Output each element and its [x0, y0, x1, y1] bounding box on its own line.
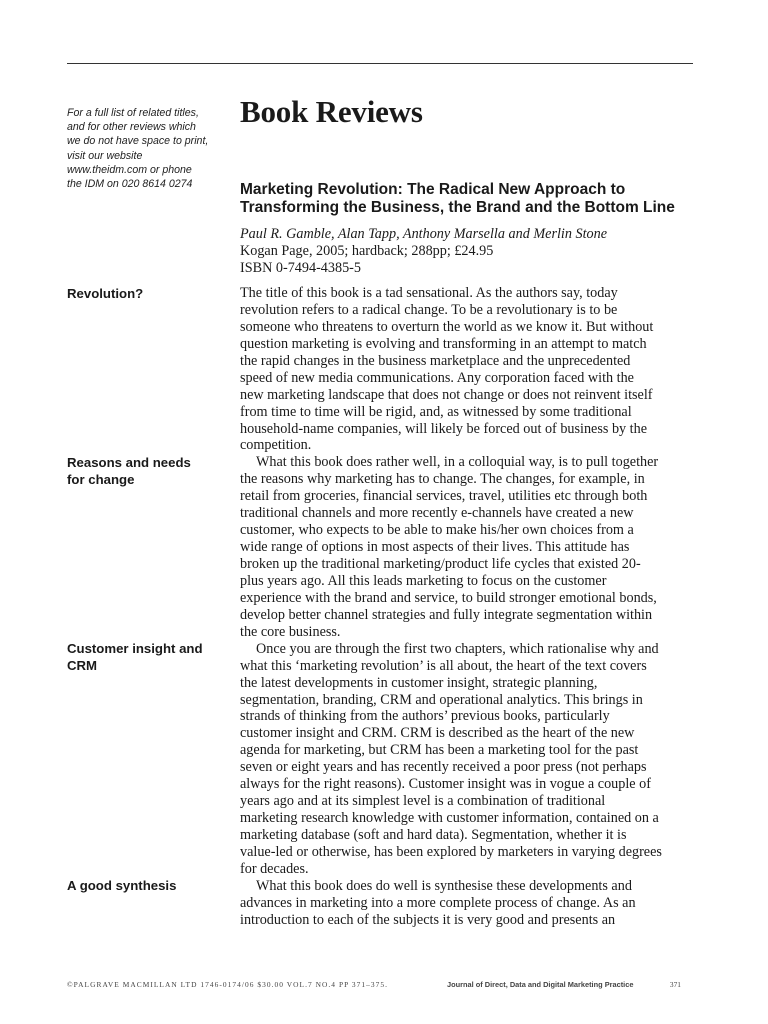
body-line: from time to time will be rigid, and, as witnessed by some traditional	[240, 403, 632, 420]
side-head-line: Revolution?	[67, 286, 144, 301]
body-line: years ago and at its simplest level is a combination of traditional	[240, 793, 606, 810]
body-line: segmentation, branding, CRM and operational analytics. This brings in	[240, 691, 643, 708]
body-line: Once you are through the first two chapters, which rationalise why and	[256, 640, 659, 657]
body-line: customer insight and CRM. CRM is described as the heart of the new	[240, 725, 635, 742]
sidenote	[67, 106, 227, 191]
book-isbn: ISBN 0-7494-4385-5	[240, 260, 361, 276]
sidenote-line: For a full list of related titles,	[67, 107, 199, 119]
sidenote-line: the IDM on 020 8614 0274	[67, 178, 193, 191]
book-title	[240, 181, 700, 217]
body-line: marketing database (soft and hard data). Segmentation, whether it is	[240, 827, 627, 843]
review-body	[240, 285, 700, 929]
body-line: What this book does do well is synthesise these developments and	[256, 877, 632, 894]
footer-copyright: ©PALGRAVE MACMILLAN LTD 1746-0174/06 $30.00 VOL.7 NO.4 PP 371–375.	[67, 980, 389, 989]
top-rule	[67, 63, 693, 64]
body-line: seven or eight years and has recently received a poor press (not perhaps	[240, 759, 647, 776]
body-line: the rapid changes in the business marketplace and the unprecedented	[240, 352, 631, 369]
sidenote-line: and for other reviews which	[67, 121, 196, 134]
body-line: competition.	[240, 437, 312, 454]
book-authors: Paul R. Gamble, Alan Tapp, Anthony Marsella and Merlin Stone	[240, 226, 608, 242]
side-head-line: Customer insight and	[67, 641, 203, 656]
body-line: marketing research knowledge with customer information, contained on a	[240, 810, 659, 827]
sidenote-line: we do not have space to print,	[67, 135, 209, 148]
footer-page-number: 371	[669, 980, 681, 989]
body-line: introduction to each of the subjects it is very good and presents an	[240, 911, 616, 928]
side-head-line: Reasons and needs	[67, 455, 191, 470]
body-line: traditional channels and more recently e-channels have created a new	[240, 505, 634, 522]
body-line: develop better channel strategies and fully integrate segmentation within	[240, 606, 653, 623]
body-line: revolution refers to a radical change. To be a revolutionary is to be	[240, 301, 618, 318]
body-line: new marketing landscape that does not change or does not reinvent itself	[240, 386, 653, 403]
body-line: wide range of options in most aspects of their lives. This attitude has	[240, 539, 630, 556]
body-line: for decades.	[240, 860, 309, 877]
body-line: value-led or otherwise, has been explored by marketers in varying degrees	[240, 843, 662, 860]
body-line: what this ‘marketing revolution’ is all about, the heart of the text covers	[240, 657, 647, 674]
book-publisher: Kogan Page, 2005; hardback; 288pp; £24.95	[240, 243, 494, 259]
body-line: the latest developments in customer insight, strategic planning,	[240, 674, 598, 691]
page-footer	[67, 980, 693, 992]
body-line: What this book does rather well, in a colloquial way, is to pull together	[256, 454, 659, 471]
body-line: the reasons why marketing has to change. The changes, for example, in	[240, 471, 645, 488]
section-title: Book Reviews	[240, 94, 423, 129]
body-line: household-name companies, will likely be forced out of business by the	[240, 420, 648, 437]
book-meta	[240, 226, 607, 277]
body-line: strands of thinking from the authors’ previous books, particularly	[240, 708, 610, 725]
book-title-line: Marketing Revolution: The Radical New Approach to	[240, 181, 626, 198]
body-line: the core business.	[240, 623, 341, 640]
body-line: always for the right reasons). Customer insight was in vogue a couple of	[240, 776, 651, 793]
body-line: speed of new media communications. Any corporation faced with the	[240, 369, 634, 386]
side-head-reasons	[67, 454, 227, 488]
side-head-revolution	[67, 285, 227, 302]
footer-journal: Journal of Direct, Data and Digital Marketing Practice	[447, 980, 634, 989]
body-line: The title of this book is a tad sensational. As the authors say, today	[240, 285, 618, 301]
side-head-line: CRM	[67, 658, 98, 673]
side-head-line: A good synthesis	[67, 878, 177, 893]
body-line: experience with the brand and service, to build stronger emotional bonds,	[240, 589, 657, 606]
body-line: retail from groceries, financial services, travel, utilities etc through both	[240, 488, 648, 505]
body-line: agenda for marketing, but CRM has been a marketing tool for the past	[240, 742, 639, 759]
body-line: advances in marketing into a more complete process of change. As an	[240, 894, 636, 911]
side-head-line: for change	[67, 472, 135, 487]
book-title-line: Transforming the Business, the Brand and the Bottom Line	[240, 199, 675, 216]
sidenote-line: visit our website	[67, 149, 143, 162]
body-line: plus years ago. All this leads marketing to focus on the customer	[240, 572, 607, 589]
body-line: customer, who expects to be able to make his/her own choices from a	[240, 522, 634, 539]
side-head-customer-insight	[67, 640, 227, 674]
side-head-synthesis	[67, 877, 227, 894]
body-line: question marketing is evolving and transforming in an attempt to match	[240, 335, 647, 352]
sidenote-line: www.theidm.com or phone	[67, 163, 192, 176]
body-line: broken up the traditional marketing/product life cycles that existed 20-	[240, 556, 641, 572]
body-line: someone who threatens to overturn the world as we know it. But without	[240, 318, 654, 335]
